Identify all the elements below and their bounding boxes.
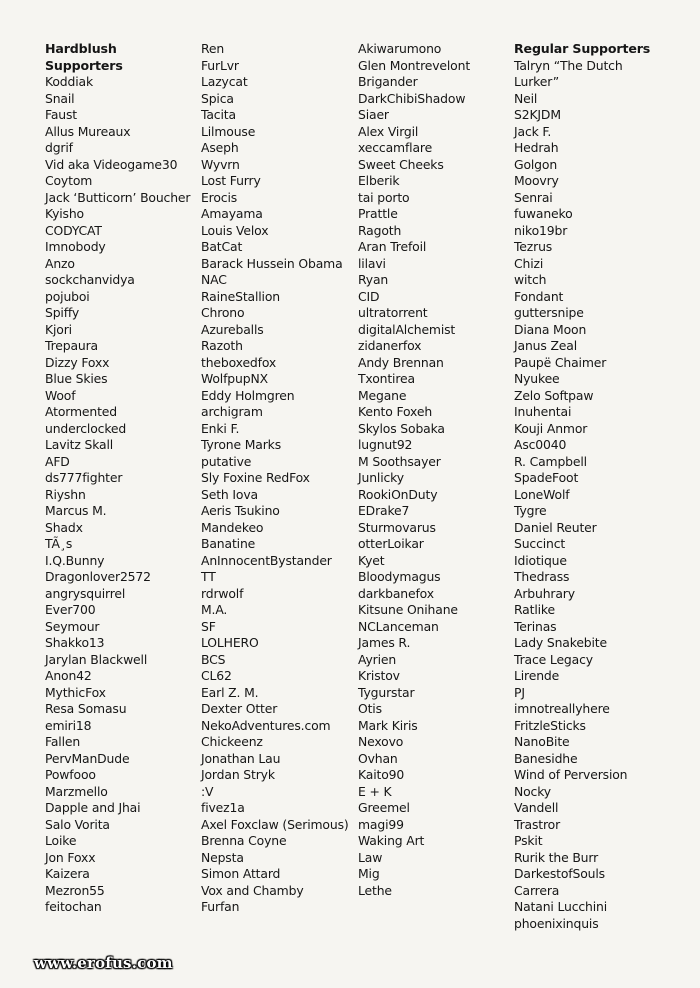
supporter-name: emiri18 — [45, 717, 92, 733]
supporter-name: Lirende — [514, 668, 560, 683]
supporter-name: tai porto — [358, 189, 410, 205]
supporter-name: Lady Snakebite — [514, 635, 607, 650]
supporter-name: lugnut92 — [358, 437, 413, 452]
supporter-name: Rurik the Burr — [514, 849, 599, 865]
supporter-name: Vox and Chamby — [201, 882, 304, 898]
supporter-name: Aseph — [201, 140, 239, 155]
supporter-name: Vid aka Videogame30 — [45, 156, 178, 172]
supporter-name: BatCat — [201, 239, 243, 254]
supporter-name: James R. — [358, 635, 411, 650]
supporter-name: Ryan — [358, 272, 389, 287]
supporter-name: Kento Foxeh — [358, 404, 433, 419]
supporter-name: putative — [201, 453, 252, 469]
supporter-name: Chrono — [201, 305, 245, 320]
supporter-name: MythicFox — [45, 684, 106, 700]
supporter-name: Golgon — [514, 156, 558, 172]
supporter-name: Kjori — [45, 321, 72, 337]
supporter-name: underclocked — [45, 420, 127, 436]
supporter-name: Inuhentai — [514, 404, 572, 419]
supporter-name: Kouji Anmor — [514, 420, 588, 436]
supporter-name: guttersnipe — [514, 305, 584, 320]
supporter-name: Dizzy Foxx — [45, 354, 110, 370]
supporter-name: BCS — [201, 651, 226, 667]
supporter-name: Txontirea — [358, 371, 415, 386]
supporter-name: xeccamflare — [358, 140, 433, 155]
supporter-name: RookiOnDuty — [358, 486, 438, 502]
supporter-name: Brenna Coyne — [201, 833, 287, 848]
supporter-name: Spica — [201, 90, 234, 106]
supporter-name: witch — [514, 272, 547, 287]
supporter-name: Atormented — [45, 404, 117, 419]
supporter-name: Asc0040 — [514, 437, 567, 452]
supporter-name: Lavitz Skall — [45, 437, 114, 452]
supporter-name: Prattle — [358, 206, 398, 221]
supporter-name: Resa Somasu — [45, 701, 127, 716]
supporter-name: Anzo — [45, 255, 75, 271]
supporter-name: Ragoth — [358, 222, 402, 238]
supporter-name: Riyshn — [45, 486, 86, 502]
supporter-name: Jon Foxx — [45, 849, 96, 865]
supporter-name: Koddiak — [45, 74, 93, 89]
supporter-name: CODYCAT — [45, 222, 102, 238]
supporter-name: Jack ‘Butticorn’ Boucher — [45, 189, 191, 205]
supporter-name: NanoBite — [514, 734, 570, 749]
supporter-name: SpadeFoot — [514, 470, 579, 485]
supporter-name: rdrwolf — [201, 585, 244, 601]
supporter-name: Talryn “The Dutch Lurker” — [514, 57, 623, 89]
supporter-name: Loike — [45, 833, 77, 848]
supporter-name: fuwaneko — [514, 206, 573, 221]
supporter-name: Siaer — [358, 107, 389, 122]
supporter-name: M Soothsayer — [358, 453, 441, 469]
supporter-name: Anon42 — [45, 668, 92, 683]
supporter-name: Woof — [45, 387, 76, 403]
supporter-name: Vandell — [514, 800, 559, 815]
supporter-name: archigram — [201, 404, 263, 419]
supporter-name: Wind of Perversion — [514, 767, 628, 782]
supporter-name: E + K — [358, 783, 392, 799]
supporter-name: Lost Furry — [201, 173, 261, 188]
supporter-name: Shakko13 — [45, 635, 105, 650]
supporter-name: Snail — [45, 90, 75, 106]
supporter-name: Ayrien — [358, 651, 397, 667]
supporter-name: Bloodymagus — [358, 569, 441, 584]
supporter-name: Zelo Softpaw — [514, 387, 594, 403]
supporter-name: Glen Montrevelont — [358, 57, 471, 73]
supporter-name: Tygurstar — [358, 684, 415, 700]
supporter-name: Natani Lucchini — [514, 899, 608, 914]
supporter-name: DarkChibiShadow — [358, 90, 466, 106]
supporter-name: Trastror — [514, 816, 561, 832]
supporters-list-1 — [45, 74, 195, 916]
supporter-name: Barack Hussein Obama — [201, 255, 343, 271]
supporter-name: Jordan Stryk — [201, 767, 275, 782]
supporter-name: zidanerfox — [358, 338, 422, 353]
supporter-name: NekoAdventures.com — [201, 717, 331, 733]
supporter-name: AnInnocentBystander — [201, 552, 332, 568]
supporter-name: Simon Attard — [201, 866, 281, 881]
supporter-name: Lilmouse — [201, 123, 256, 139]
supporter-name: Brigander — [358, 74, 418, 89]
supporter-name: Wyvrn — [201, 156, 240, 172]
supporter-name: Trepaura — [45, 338, 98, 353]
supporter-name: Diana Moon — [514, 321, 587, 337]
supporter-name: Jarylan Blackwell — [45, 651, 148, 667]
supporter-name: Enki F. — [201, 420, 240, 436]
supporter-name: Razoth — [201, 338, 243, 353]
supporter-name: niko19br — [514, 222, 568, 238]
supporter-name: Mandekeo — [201, 519, 264, 535]
supporter-name: Aeris Tsukino — [201, 503, 280, 518]
supporter-name: Arbuhrary — [514, 585, 575, 601]
supporter-name: Chizi — [514, 255, 544, 271]
supporter-name: TT — [201, 569, 216, 584]
supporters-column-1 — [45, 41, 195, 916]
supporter-name: Kyet — [358, 552, 385, 568]
supporters-column-2 — [201, 41, 351, 916]
supporter-name: Jack F. — [514, 123, 552, 139]
supporter-name: Skylos Sobaka — [358, 420, 445, 436]
supporter-name: Fallen — [45, 734, 81, 749]
supporter-name: SF — [201, 618, 216, 634]
supporter-name: Marzmello — [45, 783, 108, 799]
supporter-name: Axel Foxclaw (Serimous) — [201, 816, 349, 832]
supporter-name: Senrai — [514, 189, 553, 205]
supporter-name: digitalAlchemist — [358, 321, 456, 337]
supporter-name: dgrif — [45, 140, 73, 155]
supporter-name: Kaizera — [45, 866, 90, 881]
supporter-name: EDrake7 — [358, 503, 410, 518]
supporter-name: Erocis — [201, 189, 238, 205]
supporter-name: Allus Mureaux — [45, 123, 131, 139]
supporter-name: NCLanceman — [358, 618, 439, 634]
supporter-name: otterLoikar — [358, 536, 424, 551]
supporter-name: Greemel — [358, 800, 410, 815]
supporters-list-3 — [358, 41, 508, 899]
supporter-name: Ratlike — [514, 602, 555, 617]
supporter-name: Neil — [514, 90, 538, 106]
supporter-name: Janus Zeal — [514, 338, 577, 353]
supporters-column-4 — [514, 41, 659, 932]
supporter-name: FurLvr — [201, 57, 239, 73]
supporter-name: darkbanefox — [358, 585, 434, 601]
supporter-name: Moovry — [514, 173, 559, 188]
supporter-name: Ever700 — [45, 602, 96, 617]
supporter-name: Succinct — [514, 536, 566, 551]
supporter-name: Amayama — [201, 206, 263, 221]
supporter-name: ultratorrent — [358, 305, 428, 320]
supporter-name: Tyrone Marks — [201, 437, 281, 452]
supporter-name: Dapple and Jhai — [45, 800, 141, 815]
supporter-name: lilavi — [358, 255, 386, 271]
supporter-name: Jonathan Lau — [201, 750, 281, 766]
supporter-name: Nyukee — [514, 371, 560, 386]
supporter-name: Trace Legacy — [514, 651, 593, 667]
supporter-name: Eddy Holmgren — [201, 387, 295, 403]
supporter-name: Kyisho — [45, 206, 84, 221]
supporter-name: Salo Vorita — [45, 816, 110, 832]
supporters-column-3 — [358, 41, 508, 899]
supporter-name: Pskit — [514, 833, 543, 848]
supporter-name: Thedrass — [514, 569, 570, 584]
site-watermark: www.erofus.com — [34, 954, 173, 972]
supporters-list-4 — [514, 58, 659, 933]
supporter-name: Carrera — [514, 882, 560, 898]
supporter-name: Spiffy — [45, 305, 80, 320]
supporter-name: Aran Trefoil — [358, 239, 427, 254]
supporter-name: Dragonlover2572 — [45, 569, 151, 584]
supporter-name: ds777fighter — [45, 470, 123, 485]
supporter-name: Faust — [45, 107, 77, 122]
supporter-name: Daniel Reuter — [514, 519, 597, 535]
supporter-name: Terinas — [514, 618, 557, 634]
supporter-name: feitochan — [45, 899, 102, 914]
supporter-name: Shadx — [45, 519, 83, 535]
supporter-name: theboxedfox — [201, 354, 277, 370]
supporter-name: Furfan — [201, 899, 240, 914]
supporter-name: Ovhan — [358, 750, 398, 766]
supporter-name: Paupë Chaimer — [514, 354, 607, 370]
supporter-name: Tacita — [201, 107, 236, 122]
supporter-name: Kitsune Onihane — [358, 602, 458, 617]
supporter-name: CL62 — [201, 668, 232, 683]
supporter-name: Banesidhe — [514, 750, 578, 766]
supporter-name: AFD — [45, 453, 70, 469]
supporter-name: fivez1a — [201, 800, 245, 815]
supporter-name: Tezrus — [514, 239, 553, 254]
supporter-name: LoneWolf — [514, 486, 570, 502]
supporter-name: Nocky — [514, 783, 551, 799]
supporter-name: Lethe — [358, 882, 392, 898]
supporter-name: DarkestofSouls — [514, 866, 605, 881]
supporter-name: Coytom — [45, 173, 93, 188]
regular-supporters-heading: Regular Supporters — [514, 41, 651, 56]
supporter-name: Dexter Otter — [201, 701, 278, 716]
supporter-name: CID — [358, 288, 380, 304]
supporter-name: Mig — [358, 866, 380, 881]
supporter-name: angrysquirrel — [45, 585, 126, 601]
supporter-name: Seth Iova — [201, 486, 258, 502]
supporter-name: M.A. — [201, 602, 228, 617]
supporter-name: LOLHERO — [201, 635, 259, 650]
supporter-name: S2KJDM — [514, 107, 561, 122]
supporter-name: Hedrah — [514, 140, 559, 155]
supporter-name: Ren — [201, 41, 225, 56]
supporter-name: PervManDude — [45, 750, 130, 766]
supporter-name: I.Q.Bunny — [45, 552, 105, 568]
supporter-name: Powfooo — [45, 767, 96, 782]
supporter-name: Louis Velox — [201, 222, 269, 238]
hardblush-supporters-heading: Hardblush Supporters — [45, 41, 123, 73]
supporter-name: Azureballs — [201, 321, 264, 337]
supporter-name: Megane — [358, 387, 407, 403]
supporter-name: Idiotique — [514, 552, 567, 568]
supporter-name: R. Campbell — [514, 453, 587, 469]
supporter-name: Andy Brennan — [358, 354, 444, 370]
supporter-name: Fondant — [514, 288, 564, 304]
supporter-name: Sweet Cheeks — [358, 156, 444, 172]
supporter-name: Nexovo — [358, 734, 404, 749]
supporter-name: Junlicky — [358, 470, 404, 485]
supporter-name: imnotreallyhere — [514, 701, 610, 716]
supporter-name: TÃ¸s — [45, 536, 73, 551]
supporter-name: Akiwarumono — [358, 41, 442, 56]
supporter-name: NAC — [201, 272, 227, 287]
supporter-name: Marcus M. — [45, 503, 107, 518]
supporter-name: FritzleSticks — [514, 717, 586, 733]
supporter-name: Imnobody — [45, 239, 106, 254]
supporter-name: Elberik — [358, 173, 400, 188]
supporter-name: Otis — [358, 701, 382, 716]
supporter-name: Seymour — [45, 618, 100, 634]
supporters-list-2 — [201, 41, 351, 916]
supporter-name: phoenixinquis — [514, 915, 599, 931]
supporter-name: RaineStallion — [201, 288, 280, 304]
supporter-name: Sly Foxine RedFox — [201, 470, 310, 485]
supporter-name: Blue Skies — [45, 371, 108, 386]
supporter-name: Kristov — [358, 668, 400, 683]
supporter-name: sockchanvidya — [45, 272, 135, 287]
supporter-name: PJ — [514, 684, 525, 700]
supporter-name: WolfpupNX — [201, 371, 268, 386]
supporter-name: Sturmovarus — [358, 519, 436, 535]
supporter-name: Banatine — [201, 536, 256, 551]
supporter-name: Waking Art — [358, 833, 425, 848]
supporter-name: Mezron55 — [45, 882, 105, 898]
supporter-name: Mark Kiris — [358, 717, 418, 733]
supporter-name: Earl Z. M. — [201, 684, 259, 700]
supporter-name: Kaito90 — [358, 767, 405, 782]
supporter-name: magi99 — [358, 816, 404, 832]
supporter-name: Law — [358, 849, 383, 865]
supporter-name: Chickeenz — [201, 734, 263, 749]
supporter-name: Alex Virgil — [358, 123, 419, 139]
supporter-name: :V — [201, 783, 214, 799]
supporter-name: pojuboi — [45, 288, 90, 304]
supporter-name: Nepsta — [201, 849, 244, 865]
supporter-name: Tygre — [514, 503, 547, 518]
supporter-name: Lazycat — [201, 74, 248, 89]
